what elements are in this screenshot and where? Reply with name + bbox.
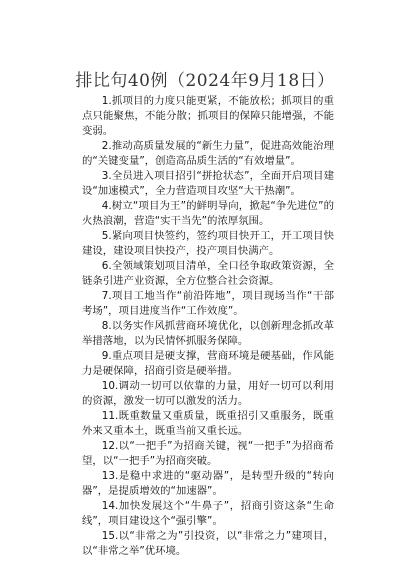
paragraph-7: 7.项目工地当作“前沿阵地”，项目现场当作“干部考场”，项目进度当作“工作效度”。 — [82, 290, 334, 317]
document-title: 排比句40例（2024年9月18日） — [75, 71, 335, 91]
paragraph-5: 5.紧向项目快签约，签约项目快开工，开工项目快建设，建设项目快投产，投产项目快满产。 — [82, 230, 334, 257]
paragraph-11: 11.既重数量又重质量，既重招引又重服务，既重外来又重本土，既重当前又重长远。 — [82, 410, 334, 437]
paragraph-12: 12.以“一把手”为招商关键，视“一把手”为招商希望，以“一把手”为招商突破。 — [82, 440, 334, 467]
paragraph-4: 4.树立“项目为王”的鲜明导向，掀起“争先进位”的火热浪潮，营造“实干当先”的浓厚氛围。 — [82, 200, 334, 227]
paragraph-2: 2.推动高质量发展的“新生力量”，促进高效能治理的“关键变量”，创造高品质生活的“有效增量”。 — [82, 140, 334, 167]
paragraph-14: 14.加快发展这个“牛鼻子”，招商引资这条“生命线”，项目建设这个“强引擎”。 — [82, 500, 334, 527]
paragraph-8: 8.以务实作风抓营商环境优化，以创新理念抓改革举措落地，以为民情怀抓服务保障。 — [82, 320, 334, 347]
paragraph-13: 13.是稳中求进的“驱动器”，是转型升级的“转向器”，是提质增效的“加速器”。 — [82, 470, 334, 497]
paragraph-1: 1.抓项目的力度只能更紧，不能放松；抓项目的重点只能聚焦，不能分散；抓项目的保障只能增强，不能变弱。 — [82, 95, 334, 137]
paragraph-10: 10.调动一切可以依靠的力量，用好一切可以利用的资源，激发一切可以激发的活力。 — [82, 380, 334, 407]
paragraph-3: 3.全员进入项目招引“拼抢状态”，全面开启项目建设“加速模式”，全力营造项目攻坚“大干热潮”。 — [82, 170, 334, 197]
paragraph-9: 9.重点项目是硬支撑，营商环境是硬基础，作风能力是硬保障，招商引资是硬举措。 — [82, 350, 334, 377]
paragraph-15: 15.以“非常之为”引投资，以“非常之力”建项目，以“非常之举”优环境。 — [82, 530, 334, 557]
document-body — [82, 94, 334, 559]
paragraph-6: 6.全领域策划项目清单，全口径争取政策资源，全链条引进产业资源，全方位整合社会资源。 — [82, 260, 334, 287]
